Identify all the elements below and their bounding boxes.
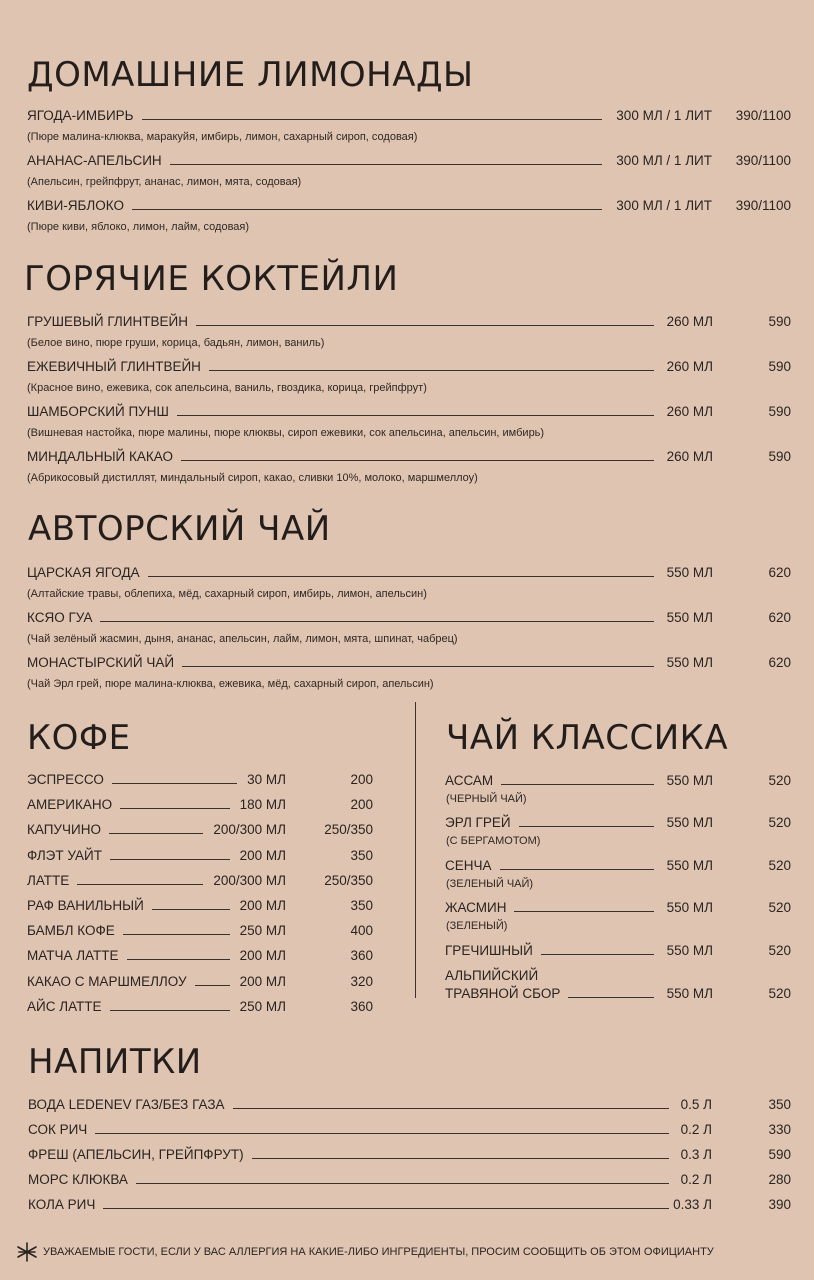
item-price: 620 [768, 565, 791, 580]
item-volume: 0.2 Л [680, 1172, 712, 1187]
menu-item [27, 921, 373, 941]
item-name: АССАМ [445, 773, 494, 788]
hot-cocktails-title: ГОРЯЧИЕ КОКТЕЙЛИ [24, 259, 399, 299]
item-price: 330 [768, 1122, 791, 1137]
menu-item [28, 1095, 791, 1115]
item-volume: 200 МЛ [239, 973, 286, 989]
item-volume: 0.3 Л [680, 1147, 712, 1162]
item-price: 250/350 [324, 822, 373, 838]
author-tea-title: АВТОРСКИЙ ЧАЙ [28, 509, 331, 549]
item-name: ЖАСМИН [445, 900, 507, 915]
item-price: 200 [350, 772, 373, 787]
item-price: 280 [768, 1172, 791, 1187]
item-price: 360 [350, 948, 373, 964]
menu-item [27, 312, 791, 332]
item-volume: 180 МЛ [239, 797, 286, 813]
item-volume: 300 МЛ / 1 ЛИТ [616, 153, 712, 168]
item-subtitle: (С БЕРГАМОТОМ) [446, 835, 541, 847]
leader-line [123, 934, 230, 935]
leader-line [77, 884, 203, 885]
leader-line [541, 954, 654, 955]
menu-item [27, 563, 791, 583]
leader-line [501, 784, 654, 785]
menu-item [445, 856, 791, 876]
item-description: (Пюре киви, яблоко, лимон, лайм, содовая) [27, 221, 250, 233]
leader-line [136, 1183, 669, 1184]
item-volume: 200 МЛ [239, 948, 286, 964]
lemonades-title: ДОМАШНИЕ ЛИМОНАДЫ [27, 55, 474, 95]
menu-item [445, 984, 791, 1004]
item-volume: 250 МЛ [239, 923, 286, 939]
leader-line [109, 833, 203, 834]
item-volume: 260 МЛ [666, 359, 713, 374]
item-price: 520 [768, 900, 791, 915]
item-price: 520 [768, 815, 791, 830]
item-description: (Абрикосовый дистиллят, миндальный сироп, какао, сливки 10%, молоко, маршмеллоу) [27, 472, 478, 484]
menu-item [27, 106, 791, 126]
item-price: 590 [768, 449, 791, 464]
item-price: 200 [350, 797, 373, 813]
item-name: ЭРЛ ГРЕЙ [445, 815, 511, 830]
menu-item [27, 972, 373, 992]
menu-item [27, 653, 791, 673]
menu-item [445, 941, 791, 961]
leader-line [103, 1208, 669, 1209]
asterisk-star-icon [16, 1242, 38, 1262]
coffee-title: КОФЕ [27, 718, 131, 758]
item-volume: 260 МЛ [666, 314, 713, 329]
menu-item [28, 1120, 791, 1140]
menu-item [27, 871, 373, 891]
item-price: 620 [768, 655, 791, 670]
item-volume: 260 МЛ [666, 404, 713, 419]
leader-line [110, 859, 230, 860]
menu-item [28, 1170, 791, 1190]
item-name: МОРС КЛЮКВА [28, 1172, 128, 1187]
leader-line [110, 1010, 230, 1011]
leader-line [196, 325, 654, 326]
item-name: ЦАРСКАЯ ЯГОДА [27, 565, 140, 580]
item-volume: 0.5 Л [680, 1097, 712, 1112]
leader-line [182, 666, 654, 667]
leader-line [252, 1158, 669, 1159]
item-name: ЕЖЕВИЧНЫЙ ГЛИНТВЕЙН [27, 359, 201, 374]
item-name: МОНАСТЫРСКИЙ ЧАЙ [27, 655, 175, 670]
item-price: 360 [350, 998, 373, 1014]
item-description: (Чай Эрл грей, пюре малина-клюква, ежевика, мёд, сахарный сироп, апельсин) [27, 678, 434, 690]
menu-item [27, 447, 791, 467]
item-name: АНАНАС-АПЕЛЬСИН [27, 153, 162, 168]
item-name: МИНДАЛЬНЫЙ КАКАО [27, 449, 173, 464]
leader-line [152, 909, 230, 910]
item-name: ГРЕЧИШНЫЙ [445, 943, 533, 958]
item-price: 390/1100 [735, 198, 791, 213]
item-price: 520 [768, 943, 791, 958]
item-price: 250/350 [324, 872, 373, 888]
item-price: 350 [350, 847, 373, 863]
leader-line [568, 997, 654, 998]
item-subtitle: (ЗЕЛЕНЫЙ) [446, 920, 508, 932]
menu-item [27, 357, 791, 377]
menu-item [27, 846, 373, 866]
item-name: ВОДА LEDENEV ГАЗ/БЕЗ ГАЗА [28, 1097, 225, 1112]
item-volume: 550 МЛ [666, 986, 713, 1001]
drinks-title: НАПИТКИ [28, 1042, 202, 1082]
item-description: (Апельсин, грейпфрут, ананас, лимон, мята, содовая) [27, 176, 302, 188]
menu-item [27, 402, 791, 422]
leader-line [514, 911, 654, 912]
menu-item [28, 1195, 791, 1215]
menu-item [445, 898, 791, 918]
menu-item [27, 820, 373, 840]
item-subtitle: (ЗЕЛЕНЫЙ ЧАЙ) [446, 878, 534, 890]
item-price: 590 [768, 359, 791, 374]
item-name: КАКАО С МАРШМЕЛЛОУ [27, 973, 187, 989]
item-volume: 0.2 Л [680, 1122, 712, 1137]
leader-line [112, 783, 237, 784]
item-price: 350 [350, 898, 373, 913]
leader-line [100, 621, 654, 622]
menu-item [27, 196, 791, 216]
item-name: ЛАТТЕ [27, 872, 70, 888]
item-description: (Алтайские травы, облепиха, мёд, сахарный сироп, имбирь, лимон, апельсин) [27, 588, 427, 600]
menu-item [27, 795, 373, 815]
item-name: ЭСПРЕССО [27, 772, 104, 787]
item-price: 590 [768, 404, 791, 419]
item-name: МАТЧА ЛАТТЕ [27, 948, 119, 964]
item-name: СОК РИЧ [28, 1122, 88, 1137]
item-volume: 550 МЛ [666, 565, 713, 580]
menu-item [445, 771, 791, 791]
menu-item [27, 997, 373, 1017]
item-volume: 260 МЛ [666, 449, 713, 464]
item-name: БАМБЛ КОФЕ [27, 923, 115, 939]
leader-line [500, 869, 654, 870]
item-description: (Чай зелёный жасмин, дыня, ананас, апельсин, лайм, лимон, мята, шпинат, чабрец) [27, 633, 458, 645]
leader-line [95, 1133, 669, 1134]
item-price: 390 [768, 1197, 791, 1212]
leader-line [148, 576, 654, 577]
leader-line [142, 119, 602, 120]
item-name: ТРАВЯНОЙ СБОР [445, 986, 561, 1001]
item-description: (Белое вино, пюре груши, корица, бадьян, лимон, ваниль) [27, 337, 325, 349]
leader-line [233, 1108, 669, 1109]
item-price: 520 [768, 986, 791, 1001]
leader-line [181, 460, 654, 461]
item-volume: 300 МЛ / 1 ЛИТ [616, 108, 712, 123]
item-price: 390/1100 [735, 108, 791, 123]
leader-line [195, 985, 230, 986]
item-description: (Красное вино, ежевика, сок апельсина, ваниль, гвоздика, корица, грейпфрут) [27, 382, 427, 394]
item-volume: 550 МЛ [666, 943, 713, 958]
item-description: (Пюре малина-клюква, маракуйя, имбирь, лимон, сахарный сироп, содовая) [27, 131, 418, 143]
item-name: ФРЕШ (АПЕЛЬСИН, ГРЕЙПФРУТ) [28, 1147, 244, 1162]
item-volume: 550 МЛ [666, 773, 713, 788]
item-volume: 550 МЛ [666, 858, 713, 873]
item-price: 390/1100 [735, 153, 791, 168]
item-volume: 200 МЛ [239, 898, 286, 913]
item-volume: 200 МЛ [239, 847, 286, 863]
item-volume: 550 МЛ [666, 900, 713, 915]
item-name: КСЯО ГУА [27, 610, 93, 625]
item-price: 620 [768, 610, 791, 625]
menu-item [27, 151, 791, 171]
item-price: 590 [768, 314, 791, 329]
item-volume: 550 МЛ [666, 655, 713, 670]
leader-line [209, 370, 654, 371]
classic-tea-title: ЧАЙ КЛАССИКА [446, 718, 729, 758]
item-volume: 250 МЛ [239, 998, 286, 1014]
item-price: 520 [768, 773, 791, 788]
leader-line [120, 808, 230, 809]
leader-line [170, 164, 602, 165]
menu-item [27, 608, 791, 628]
item-name: ФЛЭТ УАЙТ [27, 847, 103, 863]
column-divider [415, 702, 416, 998]
item-name: АЙС ЛАТТЕ [27, 998, 102, 1014]
item-name-prefix: АЛЬПИЙСКИЙ [445, 968, 539, 983]
leader-line [519, 826, 654, 827]
item-volume: 200/300 МЛ [213, 872, 286, 888]
item-volume: 300 МЛ / 1 ЛИТ [616, 198, 712, 213]
menu-item [445, 813, 791, 833]
item-price: 520 [768, 858, 791, 873]
allergy-notice-text: УВАЖАЕМЫЕ ГОСТИ, ЕСЛИ У ВАС АЛЛЕРГИЯ НА КАКИЕ-ЛИБО ИНГРЕДИЕНТЫ, ПРОСИМ СООБЩИТЬ ОБ ЭТОМ ОФИЦИАНТУ [43, 1246, 714, 1258]
item-subtitle: (ЧЕРНЫЙ ЧАЙ) [446, 793, 527, 805]
item-price: 590 [768, 1147, 791, 1162]
item-volume: 200/300 МЛ [213, 822, 286, 838]
leader-line [177, 415, 654, 416]
item-volume: 0.33 Л [673, 1197, 712, 1212]
item-volume: 30 МЛ [247, 772, 286, 787]
menu-item [27, 896, 373, 916]
item-name: РАФ ВАНИЛЬНЫЙ [27, 898, 144, 913]
item-volume: 550 МЛ [666, 610, 713, 625]
item-price: 350 [768, 1097, 791, 1112]
item-name: ГРУШЕВЫЙ ГЛИНТВЕЙН [27, 314, 188, 329]
menu-item [28, 1145, 791, 1165]
menu-item [27, 946, 373, 966]
leader-line [127, 959, 230, 960]
item-name: ШАМБОРСКИЙ ПУНШ [27, 404, 169, 419]
item-price: 400 [350, 923, 373, 939]
menu-item [27, 770, 373, 790]
item-volume: 550 МЛ [666, 815, 713, 830]
leader-line [132, 209, 602, 210]
item-name: КИВИ-ЯБЛОКО [27, 198, 124, 213]
item-description: (Вишневая настойка, пюре малины, пюре клюквы, сироп ежевики, сок апельсина, апельсин, имбирь) [27, 427, 545, 439]
item-price: 320 [350, 973, 373, 989]
item-name: ЯГОДА-ИМБИРЬ [27, 108, 134, 123]
item-name: КАПУЧИНО [27, 822, 101, 838]
item-name: КОЛА РИЧ [28, 1197, 96, 1212]
item-name: СЕНЧА [445, 858, 492, 873]
item-name: АМЕРИКАНО [27, 797, 113, 813]
